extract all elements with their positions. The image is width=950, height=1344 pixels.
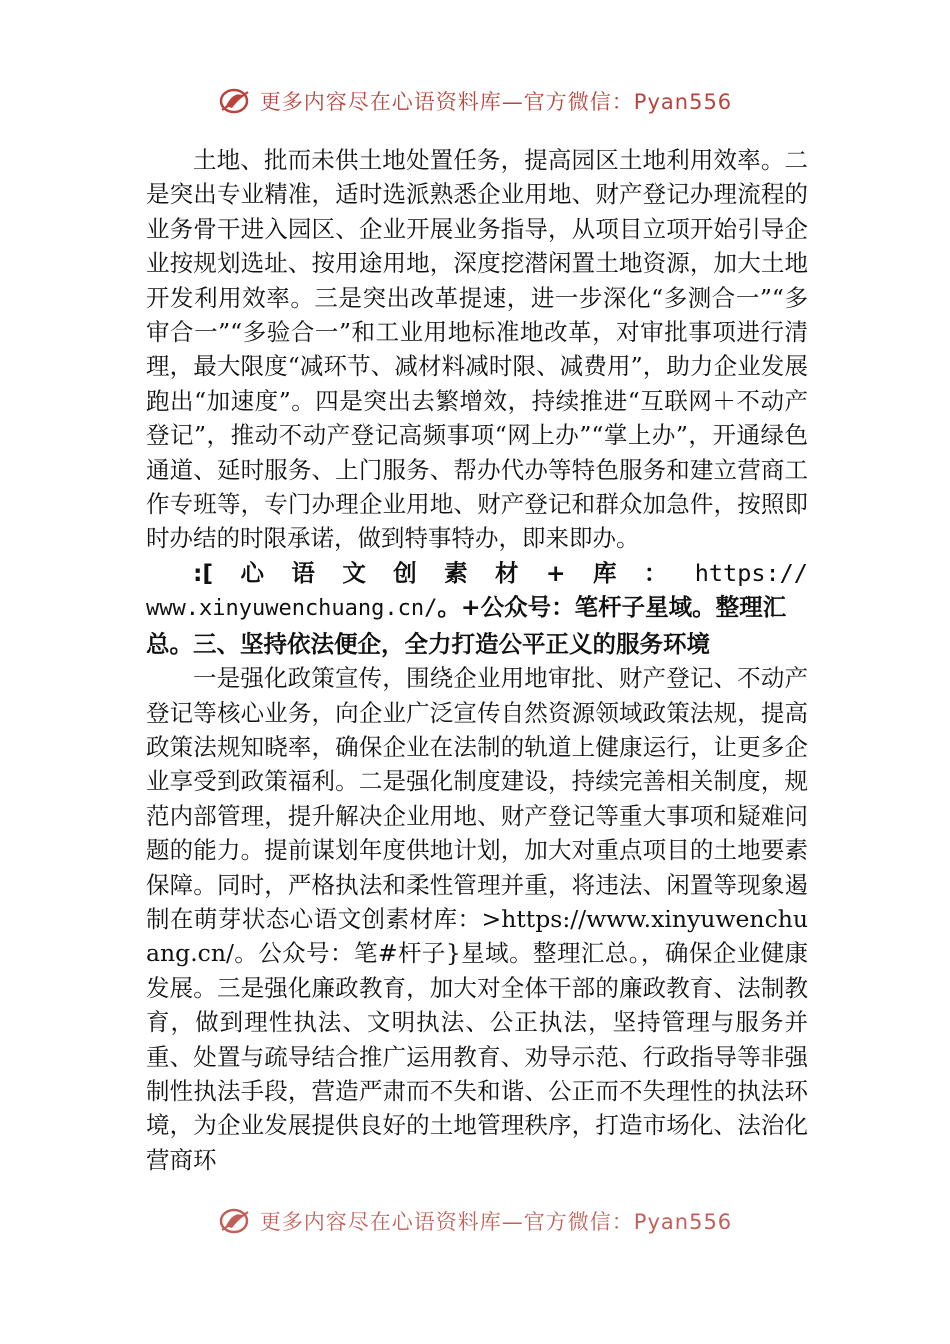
brand-logo-icon: [218, 1206, 252, 1236]
token: 语: [291, 558, 315, 587]
watermark-text: 更多内容尽在心语资料库—官方微信：Pyan556: [259, 90, 733, 114]
body-paragraph-2: 一是强化政策宣传，围绕企业用地审批、财产登记、不动产登记等核心业务，向企业广泛宣传自然资源领域政策法规，提高政策法规知晓率，确保企业在法制的轨道上健康运行，让更多企业享受到政策福利。二是强化制度建设，持续完善相关制度，规范内部管理，提升解决企业用地、财产登记等重大事项和疑难问题的能力。提前谋划年度供地计划，加大对重点项目的土地要素保障。同时，严格执法和柔性管理并重，将违法、闲置等现象遏制在萌芽状态心语文创素材库：>https://www.xinyuwenchuang.cn/。公众号：笔#杆子}星域。整理汇总。，确保企业健康发展。三是强化廉政教育，加大对全体干部的廉政教育、法制教育，做到理性执法、文明执法、公正执法，坚持管理与服务并重、处置与疏导结合推广运用教育、劝导示范、行政指导等非强制性执法手段，营造严肃而不失和谐、公正而不失理性的执法环境，为企业发展提供良好的土地管理秩序，打造市场化、法治化营商环: [146, 664, 808, 1174]
watermark-footer: [0, 1206, 950, 1236]
token: ：: [643, 558, 668, 587]
brand-logo-icon: [218, 86, 252, 116]
token: :[: [193, 558, 214, 587]
body-paragraph-1: 土地、批而未供土地处置任务，提高园区土地利用效率。二是突出专业精准，适时选派熟悉企业用地、财产登记办理流程的业务骨干进入园区、企业开展业务指导，从项目立项开始引导企业按规划选址、按用途用地，深度挖潜闲置土地资源，加大土地开发利用效率。三是突出改革提速，进一步深化“多测合一”“多审合一”“多验合一”和工业用地标准地改革，对审批事项进行清理，最大限度“减环节、减材料减时限、减费用”，助力企业发展跑出“加速度”。四是突出去繁增效，持续推进“互联网＋不动产登记”，推动不动产登记高频事项“网上办”“掌上办”，开通绿色通道、延时服务、上门服务、帮办代办等特色服务和建立营商工作专班等，专门办理企业用地、财产登记和群众加急件，按照即时办结的时限承诺，做到特事特办，即来即办。: [146, 146, 808, 553]
source-line-spread: [146, 556, 808, 590]
token: 心: [240, 558, 265, 587]
token: +: [545, 558, 566, 587]
section-heading: [146, 590, 808, 661]
watermark-text: 更多内容尽在心语资料库—官方微信：Pyan556: [259, 1210, 733, 1234]
heading-title: 总。三、坚持依法便企，全力打造公平正义的服务环境: [146, 629, 710, 658]
token: 创: [393, 558, 417, 587]
token: 素: [444, 558, 468, 587]
watermark-header: [0, 86, 950, 116]
source-url: www.xinyuwenchuang.cn/: [146, 596, 438, 622]
token: 材: [494, 558, 519, 587]
token: https://: [694, 558, 808, 587]
token: 文: [342, 558, 366, 587]
document-body: [146, 143, 808, 1177]
heading-rest: 。+公众号：笔杆子星域。整理汇: [437, 593, 787, 622]
token: 库: [592, 558, 617, 587]
